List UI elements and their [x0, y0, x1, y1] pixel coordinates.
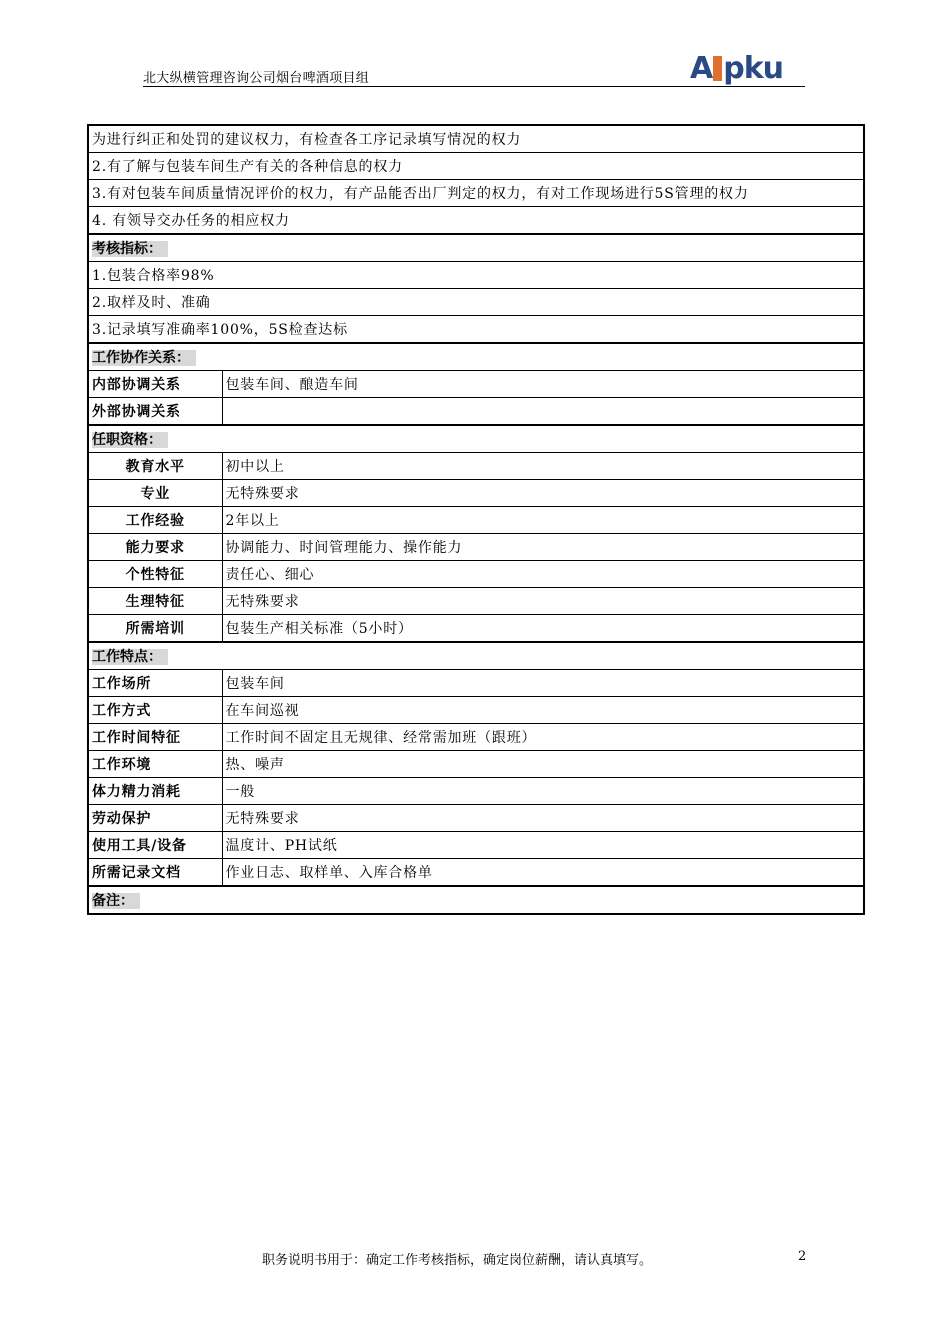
row-value: 责任心、细心: [222, 561, 864, 588]
row-label: 工作经验: [88, 507, 222, 534]
kpi-row: [88, 316, 864, 344]
row-label: 教育水平: [88, 453, 222, 480]
row-value: 包装车间: [222, 670, 864, 697]
kpi-item: 1.包装合格率98%: [88, 262, 864, 289]
work-feature-row: [88, 670, 864, 697]
row-label: 工作场所: [88, 670, 222, 697]
header-title: 北大纵横管理咨询公司烟台啤酒项目组: [143, 71, 370, 86]
row-label: 个性特征: [88, 561, 222, 588]
section-header-qualification: [88, 425, 864, 453]
authority-row: [88, 125, 864, 153]
authority-row: [88, 207, 864, 235]
row-value: 热、噪声: [222, 751, 864, 778]
kpi-item: 3.记录填写准确率100%，5S检查达标: [88, 316, 864, 344]
section-label-qualification: 任职资格：: [92, 432, 168, 448]
section-header-cooperation: [88, 343, 864, 371]
row-value: 协调能力、时间管理能力、操作能力: [222, 534, 864, 561]
row-label: 所需记录文档: [88, 859, 222, 887]
kpi-row: [88, 262, 864, 289]
kpi-row: [88, 289, 864, 316]
row-value: 在车间巡视: [222, 697, 864, 724]
kpi-item: 2.取样及时、准确: [88, 289, 864, 316]
authority-row: [88, 180, 864, 207]
work-feature-row: [88, 778, 864, 805]
section-label-work-features: 工作特点：: [92, 649, 168, 665]
section-header-work-features: [88, 642, 864, 670]
work-feature-row: [88, 805, 864, 832]
row-value: 一般: [222, 778, 864, 805]
alpku-logo: [690, 51, 805, 86]
row-label: 所需培训: [88, 615, 222, 643]
row-value: 无特殊要求: [222, 588, 864, 615]
work-feature-row: [88, 832, 864, 859]
qualification-row: [88, 534, 864, 561]
authority-text: 为进行纠正和处罚的建议权力，有检查各工序记录填写情况的权力: [88, 125, 864, 153]
row-value: 包装生产相关标准（5小时）: [222, 615, 864, 643]
qualification-row: [88, 588, 864, 615]
logo-bar-icon: [713, 56, 722, 81]
qualification-row: [88, 507, 864, 534]
row-value: 工作时间不固定且无规律、经常需加班（跟班）: [222, 724, 864, 751]
row-value: 2年以上: [222, 507, 864, 534]
section-label-remarks: 备注：: [92, 893, 140, 909]
authority-row: [88, 153, 864, 180]
row-value: 无特殊要求: [222, 805, 864, 832]
job-description-table: [87, 124, 865, 915]
footer-text: 职务说明书用于：确定工作考核指标，确定岗位薪酬，请认真填写。: [262, 1253, 653, 1268]
row-label: 工作时间特征: [88, 724, 222, 751]
row-label: 外部协调关系: [88, 398, 222, 426]
row-value: [222, 398, 864, 426]
qualification-row: [88, 615, 864, 643]
row-label: 体力精力消耗: [88, 778, 222, 805]
row-label: 能力要求: [88, 534, 222, 561]
row-label: 专业: [88, 480, 222, 507]
qualification-row: [88, 480, 864, 507]
row-value: 初中以上: [222, 453, 864, 480]
cooperation-row: [88, 398, 864, 426]
row-label: 使用工具/设备: [88, 832, 222, 859]
row-label: 生理特征: [88, 588, 222, 615]
section-header-kpi: [88, 234, 864, 262]
page-number: 2: [798, 1249, 807, 1264]
section-label-cooperation: 工作协作关系：: [92, 350, 196, 366]
row-label: 内部协调关系: [88, 371, 222, 398]
qualification-row: [88, 453, 864, 480]
work-feature-row: [88, 724, 864, 751]
section-label-kpi: 考核指标：: [92, 241, 168, 257]
work-feature-row: [88, 859, 864, 887]
authority-text: 3.有对包装车间质量情况评价的权力，有产品能否出厂判定的权力，有对工作现场进行5S管理的权力: [88, 180, 864, 207]
row-value: 无特殊要求: [222, 480, 864, 507]
row-label: 劳动保护: [88, 805, 222, 832]
row-value: 包装车间、酿造车间: [222, 371, 864, 398]
logo-text-a: A: [690, 51, 713, 86]
section-header-remarks: [88, 886, 864, 914]
work-feature-row: [88, 751, 864, 778]
page-header: [143, 51, 805, 87]
cooperation-row: [88, 371, 864, 398]
authority-text: 4. 有领导交办任务的相应权力: [88, 207, 864, 235]
qualification-row: [88, 561, 864, 588]
row-value: 作业日志、取样单、入库合格单: [222, 859, 864, 887]
authority-text: 2.有了解与包装车间生产有关的各种信息的权力: [88, 153, 864, 180]
row-label: 工作环境: [88, 751, 222, 778]
work-feature-row: [88, 697, 864, 724]
logo-text-b: pku: [723, 51, 784, 86]
row-label: 工作方式: [88, 697, 222, 724]
row-value: 温度计、PH试纸: [222, 832, 864, 859]
